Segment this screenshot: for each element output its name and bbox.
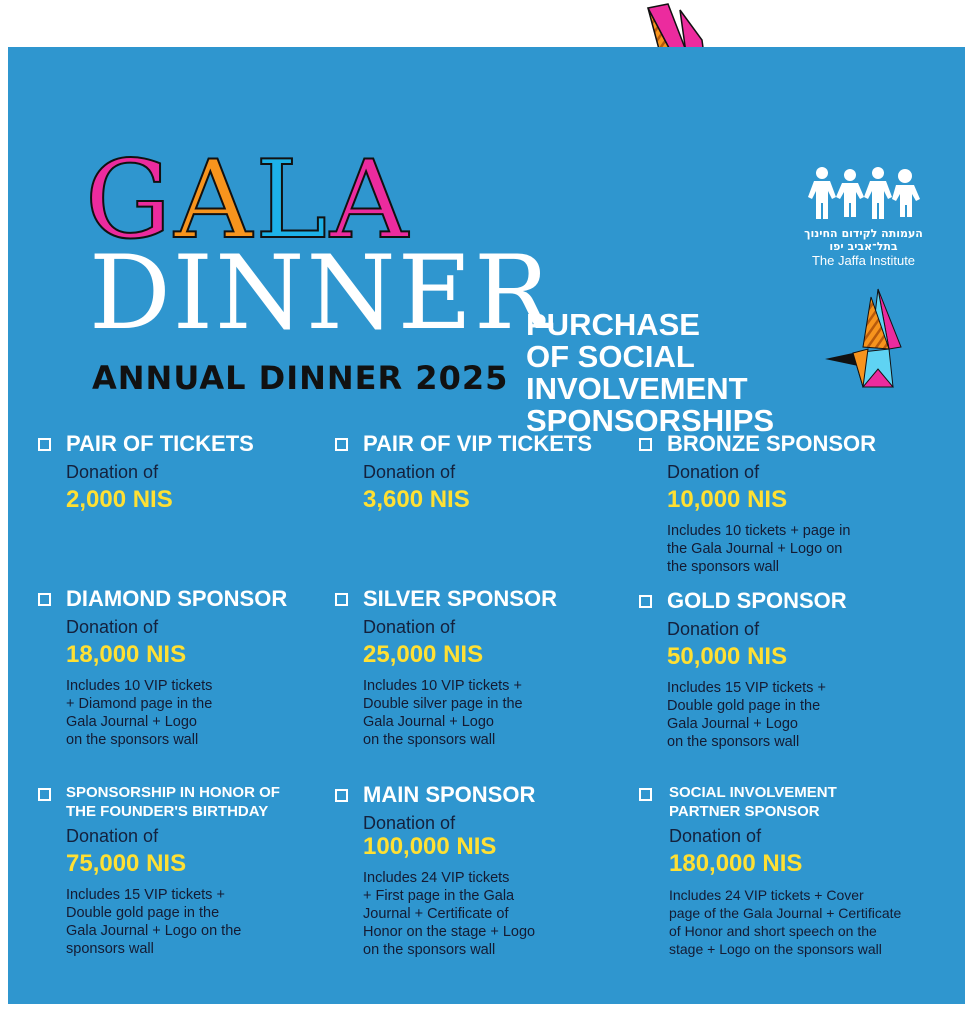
sponsorship-title: PAIR OF VIP TICKETS [363,431,592,456]
sponsorship-gold [639,588,847,751]
sponsorship-title: SOCIAL INVOLVEMENT [669,784,837,801]
logo-hebrew-line1: העמותה לקידום החינוך [804,227,923,240]
sponsorship-description: Includes 10 VIP tickets + Double silver page in the Gala Journal + Logo on the sponsors wall [363,678,523,748]
checkbox[interactable] [335,593,348,606]
donation-amount: 10,000 NIS [667,486,788,513]
sponsorship-founders-birthday [38,783,280,958]
sponsorship-description: Includes 24 VIP tickets + Cover page of the Gala Journal + Certificate of Honor and short speech on the stage + Logo on the sponsors wall [669,887,902,957]
purchase-line: SPONSORSHIPS [526,403,775,438]
donation-label: Donation of [669,826,762,846]
sponsorship-title: MAIN SPONSOR [363,782,536,807]
checkbox[interactable] [639,438,652,451]
sponsorship-title: PAIR OF TICKETS [66,431,254,456]
jaffa-institute-logo [801,165,926,269]
checkbox[interactable] [335,438,348,451]
sponsorship-main [335,782,535,959]
logo-english: The Jaffa Institute [811,253,916,268]
donation-amount: 50,000 NIS [667,643,788,670]
checkbox[interactable] [335,789,348,802]
donation-label: Donation of [363,813,456,833]
donation-label: Donation of [66,617,159,637]
donation-amount: 18,000 NIS [66,641,187,668]
dinner-title: DINNER [89,234,553,353]
donation-amount: 100,000 NIS [363,833,497,860]
sponsorship-title: SILVER SPONSOR [363,586,557,611]
gala-letter-g: G [85,138,175,263]
donation-label: Donation of [363,617,456,637]
sponsorship-title: THE FOUNDER'S BIRTHDAY [66,803,269,820]
donation-label: Donation of [66,462,159,482]
gala-letter-l: L [255,138,330,263]
donation-amount: 3,600 NIS [363,486,470,513]
donation-label: Donation of [667,619,760,639]
sponsorship-diamond [38,586,287,749]
sponsorship-description: Includes 24 VIP tickets + First page in the Gala Journal + Certificate of Honor on the stage + Logo on the sponsors wall [363,870,536,958]
donation-amount: 180,000 NIS [669,850,803,877]
donation-amount: 75,000 NIS [66,850,187,877]
checkbox[interactable] [639,788,652,801]
sponsorship-title: GOLD SPONSOR [667,588,847,613]
donation-label: Donation of [66,826,159,846]
checkbox[interactable] [38,788,51,801]
sponsorship-pair-of-vip-tickets [335,431,592,514]
sponsorship-description: Includes 10 tickets + page in the Gala Journal + Logo on the sponsors wall [667,523,851,575]
gala-letter-a2: A [330,138,411,263]
purchase-line: PURCHASE [526,307,700,342]
donation-amount: 2,000 NIS [66,486,173,513]
purchase-line: INVOLVEMENT [526,371,748,406]
sponsorship-social-involvement-partner [639,783,901,958]
annual-dinner-subtitle: ANNUAL DINNER 2025 [92,359,509,397]
gala-letter-a1: A [174,138,256,263]
checkbox[interactable] [38,438,51,451]
checkbox[interactable] [38,593,51,606]
sponsorship-description: Includes 10 VIP tickets + Diamond page in the Gala Journal + Logo on the sponsors wall [66,678,213,748]
sponsorship-bronze [639,431,876,576]
donation-label: Donation of [363,462,456,482]
sponsorship-silver [335,586,557,749]
checkbox[interactable] [639,595,652,608]
donation-amount: 25,000 NIS [363,641,484,668]
sponsorship-title: BRONZE SPONSOR [667,431,877,456]
purchase-line: OF SOCIAL [526,339,695,374]
sponsorship-description: Includes 15 VIP tickets + Double gold page in the Gala Journal + Logo on the sponsors wall [667,680,826,750]
poster-panel [8,47,965,1004]
sponsorship-title: PARTNER SPONSOR [669,803,820,820]
sponsorship-title: SPONSORSHIP IN HONOR OF [66,784,280,801]
sponsorship-title: DIAMOND SPONSOR [66,586,288,611]
donation-label: Donation of [667,462,760,482]
children-figures-icon [804,165,924,223]
sponsorship-description: Includes 15 VIP tickets + Double gold page in the Gala Journal + Logo on the sponsors wall [66,887,242,957]
purchase-heading [526,309,774,437]
logo-hebrew-line2: בתל־אביב יפו [829,240,898,253]
sponsorship-pair-of-tickets [38,431,254,514]
origami-bird-small-icon [823,287,908,397]
